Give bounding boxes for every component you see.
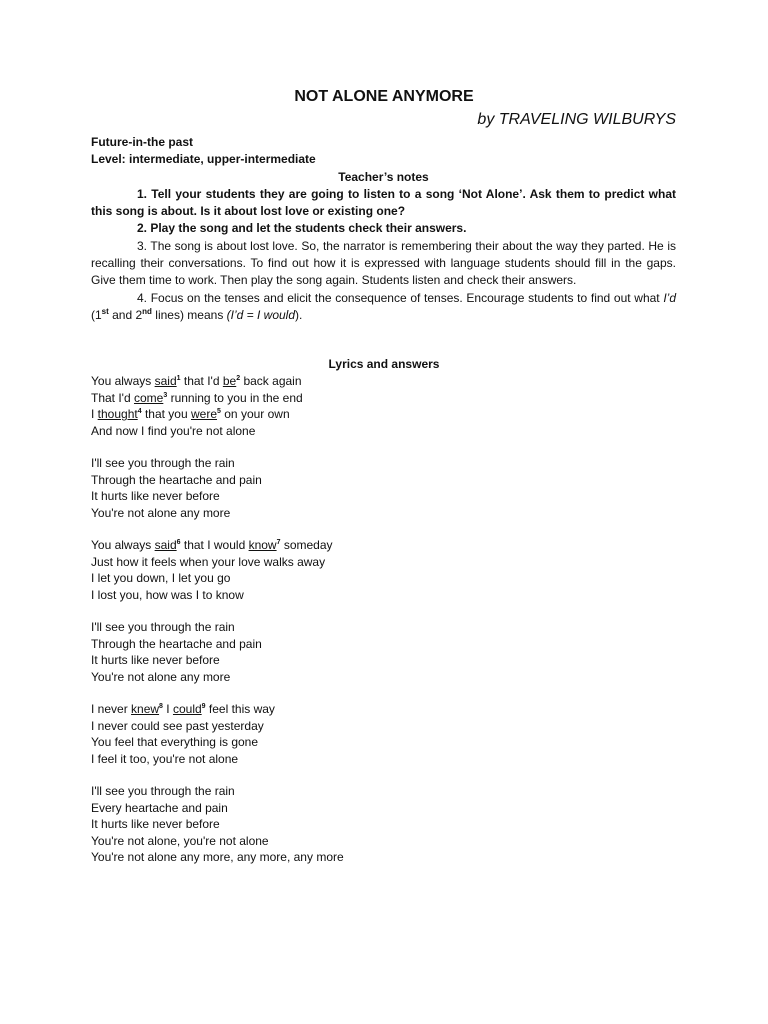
lyric-line: I let you down, I let you go [91, 571, 231, 586]
gap-number: 7 [276, 539, 281, 547]
lyric-line: Every heartache and pain [91, 800, 228, 815]
lyric-line: You're not alone any more [91, 669, 231, 684]
note-item-3: 3. The song is about lost love. So, the narrator is remembering their about the way they parted. He is recalling their conversations. To find out how it is expressed with language students should fill in the gaps. Give them time to work. Then play the song again. Students listen and check their answers. [91, 238, 676, 288]
teacher-notes-section [91, 134, 676, 324]
lyric-line: It hurts like never before [91, 653, 220, 668]
stanza-6 [91, 783, 676, 866]
gap-answer: were [191, 407, 218, 421]
lyric-line: I feel it too, you're not alone [91, 751, 239, 766]
lyric-line: You're not alone any more, any more, any more [91, 850, 344, 865]
level-line: Level: intermediate, upper-intermediate [91, 152, 316, 167]
lyric-line: Through the heartache and pain [91, 472, 262, 487]
gap-answer: said [154, 374, 177, 388]
gap-answer: thought [97, 407, 138, 421]
lyric-line: That I'd come$^3$ running to you in the end [91, 390, 303, 405]
lyric-line: I'll see you through the rain [91, 620, 235, 635]
gap-answer: be [222, 374, 237, 388]
lyric-line: I never knew$^8$ I could$^9$ feel this way [91, 702, 275, 717]
lyric-line: I'll see you through the rain [91, 456, 235, 471]
lyric-line: You always said$^6$ that I would know$^7$ someday [91, 538, 333, 553]
lyric-line: You always said$^1$ that I'd $be^2$ back again [91, 374, 302, 388]
lyric-line: Just how it feels when your love walks away [91, 554, 326, 569]
gap-number: 5 [217, 408, 221, 415]
lyric-line: You're not alone, you're not alone [91, 833, 269, 848]
gap-number: 2 [236, 375, 241, 382]
lyric-line: Through the heartache and pain [91, 636, 262, 651]
lyric-line: I thought$^4$ that you were$^5$ on your own [91, 407, 290, 421]
gap-answer: said [154, 538, 177, 553]
lyrics-section [91, 373, 676, 882]
gap-number: 9 [201, 703, 206, 711]
note-item-4: 4. Focus on the tenses and elicit the consequence of tenses. Encourage students to find out what I’d (1st and 2nd lines) means (I’d = I would). [91, 290, 676, 322]
gap-number: 1 [176, 375, 181, 382]
lyric-line: I'll see you through the rain [91, 784, 235, 799]
document-title: NOT ALONE ANYMORE [294, 88, 474, 105]
lyric-line: And now I find you're not alone [91, 423, 256, 438]
gap-answer: could [172, 702, 202, 717]
document-byline: by TRAVELING WILBURYS [477, 111, 676, 128]
gap-number: 4 [137, 408, 142, 415]
gap-answer: come [133, 390, 164, 405]
stanza-3 [91, 537, 676, 603]
note-item-1: 1. Tell your students they are going to listen to a song ‘Not Alone’. Ask them to predict what this song is about. Is it about lost love or existing one? [91, 186, 676, 219]
gap-answer: knew [131, 702, 160, 717]
stanza-1 [91, 373, 676, 439]
lyric-line: I never could see past yesterday [91, 718, 264, 733]
notes-heading: Teacher’s notes [338, 169, 429, 184]
lyric-line: You feel that everything is gone [91, 735, 259, 750]
gap-answer: know [248, 538, 277, 553]
stanza-5 [91, 701, 676, 767]
gap-number: 8 [159, 703, 163, 711]
lyric-line: It hurts like never before [91, 817, 220, 832]
gap-number: 6 [176, 539, 181, 547]
gap-number: 3 [163, 391, 168, 399]
topic-line: Future-in-the past [91, 135, 193, 149]
note-item-2: 2. Play the song and let the students check their answers. [137, 221, 467, 236]
stanza-4 [91, 619, 676, 685]
stanza-2 [91, 455, 676, 521]
lyrics-heading: Lyrics and answers [328, 357, 440, 371]
lyric-line: I lost you, how was I to know [91, 587, 244, 602]
lyric-line: You're not alone any more [91, 505, 231, 520]
lyric-line: It hurts like never before [91, 489, 220, 504]
